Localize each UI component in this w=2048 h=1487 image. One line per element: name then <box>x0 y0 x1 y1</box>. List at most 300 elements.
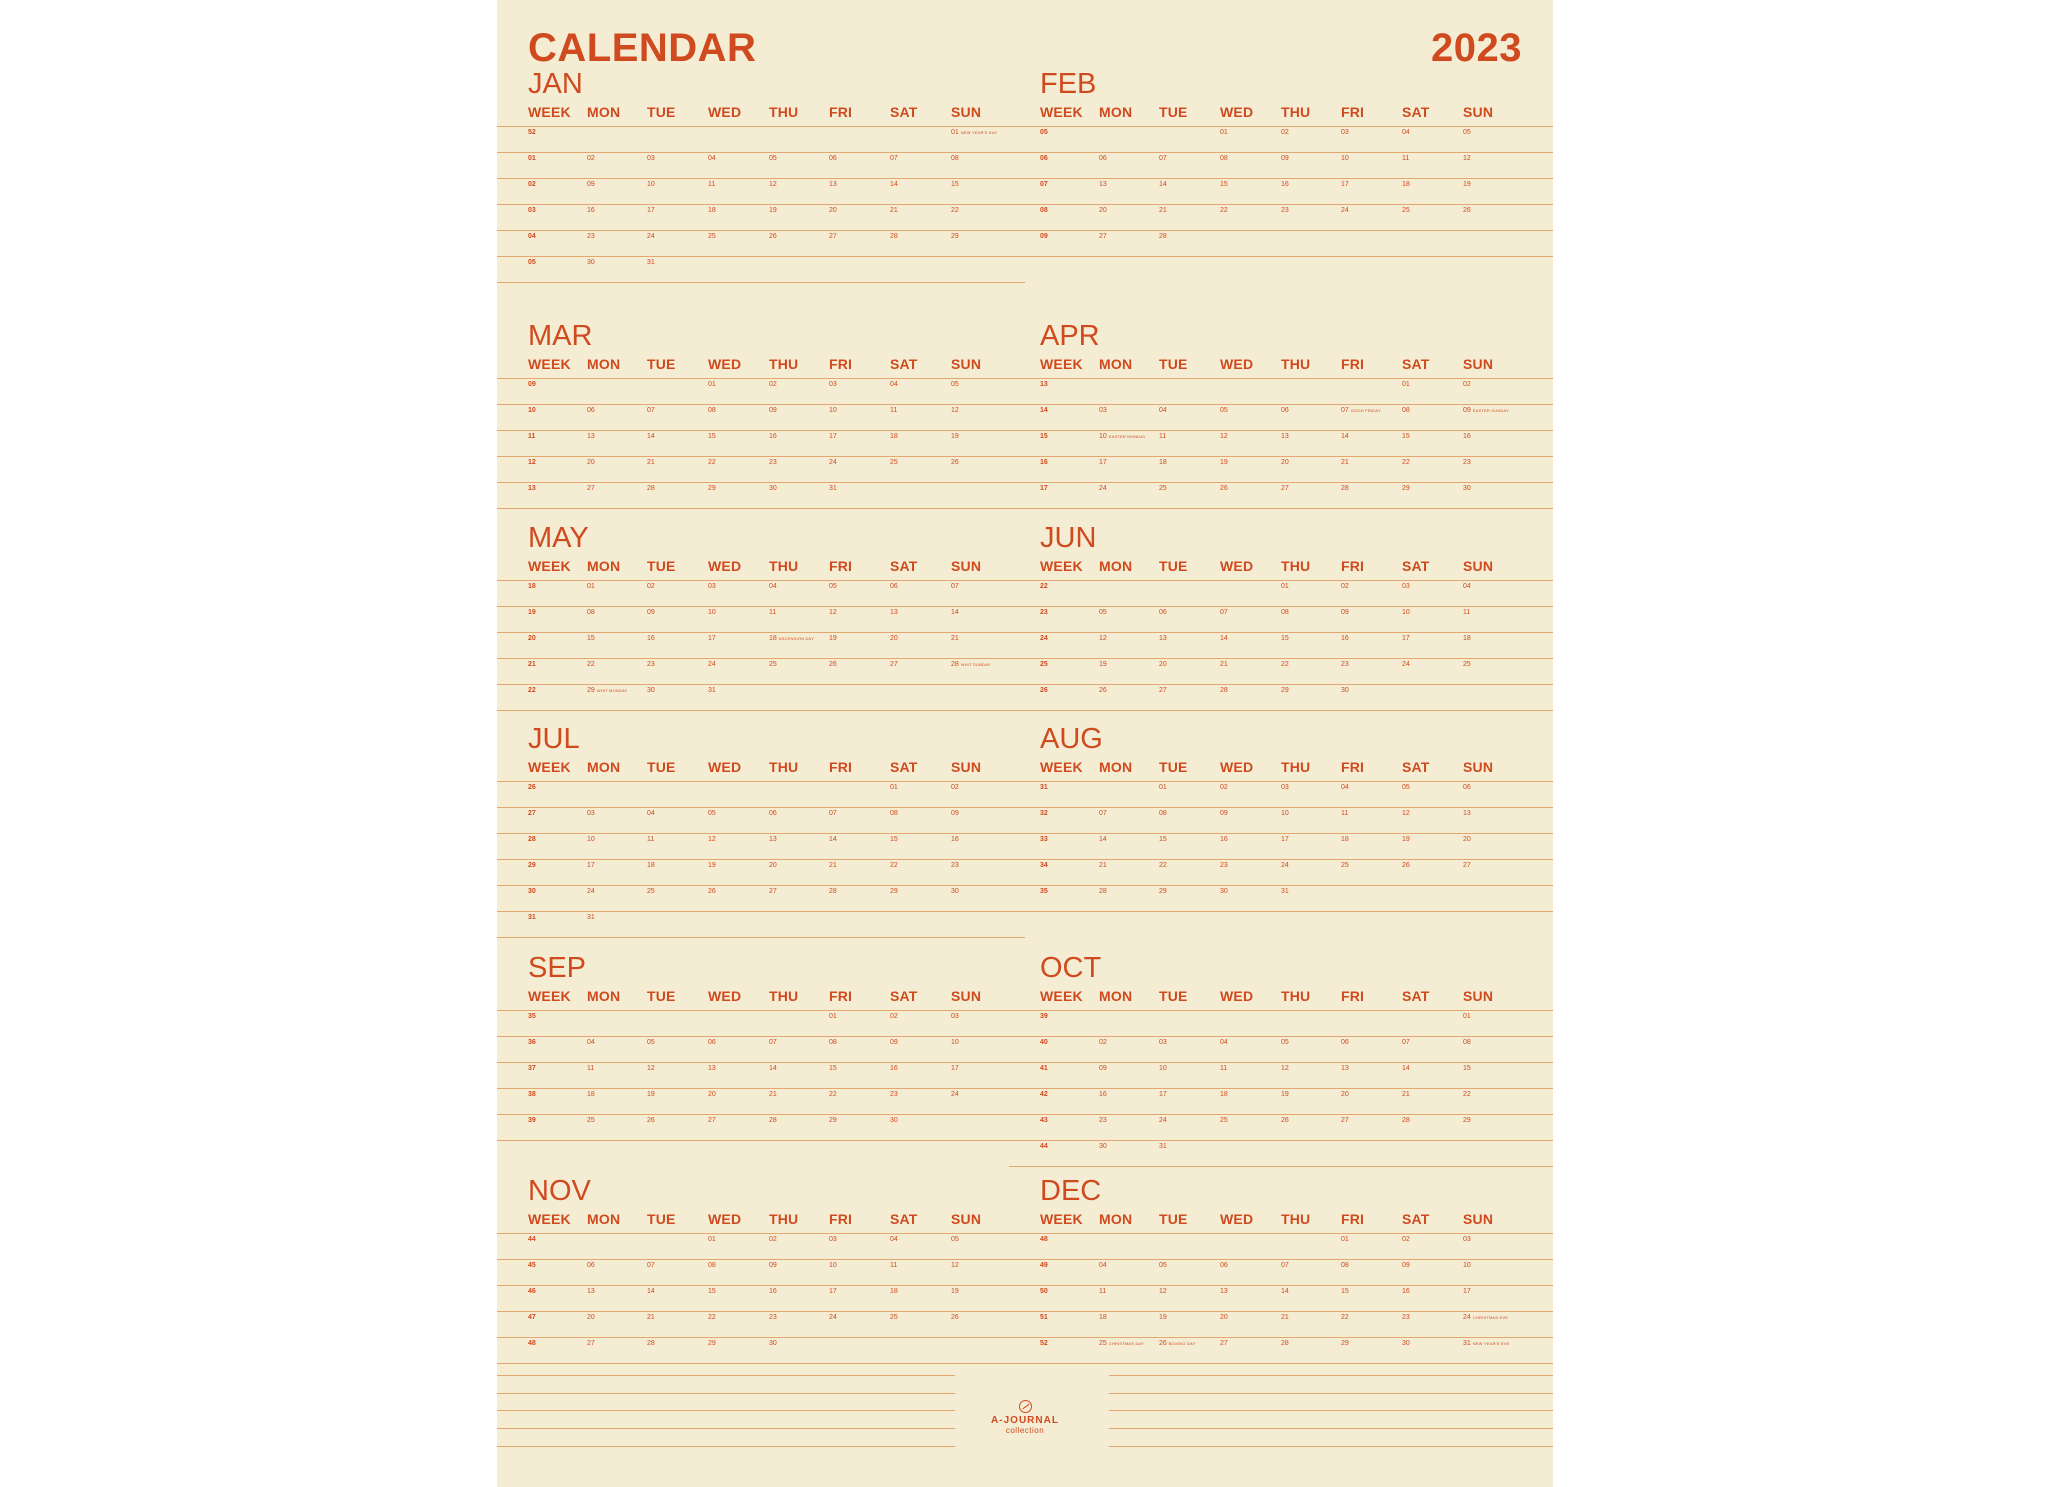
day-number: 19 <box>769 207 777 214</box>
day-number: 12 <box>769 181 777 188</box>
weekday-label: SUN <box>1463 988 1494 1004</box>
week-row <box>497 1011 1025 1037</box>
day-number: 31 <box>829 485 837 492</box>
day-cell <box>1099 1117 1107 1124</box>
day-number: 03 <box>1402 583 1410 590</box>
brand-block <box>969 1400 1081 1435</box>
day-number: 01 <box>1463 1013 1471 1020</box>
day-cell <box>647 1340 655 1347</box>
day-cell <box>1463 1091 1471 1098</box>
day-cell <box>647 862 655 869</box>
day-number: 12 <box>1281 1065 1289 1072</box>
day-number: 08 <box>708 407 716 414</box>
day-number: 08 <box>1341 1262 1349 1269</box>
day-cell <box>647 836 654 843</box>
week-number: 44 <box>528 1236 536 1243</box>
week-number: 13 <box>1040 381 1048 388</box>
weekday-label: THU <box>769 356 799 372</box>
day-number: 25 <box>1099 1340 1107 1347</box>
weekday-header <box>528 759 1025 779</box>
day-number: 26 <box>1463 207 1471 214</box>
holiday-label: ASCENSION DAY <box>778 636 814 641</box>
day-cell <box>1159 459 1167 466</box>
day-number: 15 <box>1402 433 1410 440</box>
day-number: 03 <box>829 1236 837 1243</box>
week-number: 31 <box>528 914 536 921</box>
day-cell <box>1220 155 1228 162</box>
day-cell <box>1159 1288 1167 1295</box>
week-row <box>1009 834 1553 860</box>
day-number: 08 <box>587 609 595 616</box>
day-cell <box>1159 836 1167 843</box>
weekday-label: WEEK <box>1040 988 1083 1004</box>
week-row <box>497 1260 1025 1286</box>
day-cell <box>587 888 595 895</box>
week-row <box>497 379 1025 405</box>
week-number: 50 <box>1040 1288 1048 1295</box>
week-row <box>1009 607 1553 633</box>
day-cell <box>708 1065 716 1072</box>
weekday-label: THU <box>769 558 799 574</box>
week-row <box>1009 127 1553 153</box>
day-number: 17 <box>587 862 595 869</box>
day-cell <box>890 1288 898 1295</box>
day-cell <box>1099 862 1107 869</box>
day-cell <box>1463 1340 1509 1347</box>
weekday-label: MON <box>587 759 621 775</box>
day-number: 05 <box>951 1236 959 1243</box>
day-number: 15 <box>708 1288 716 1295</box>
day-cell <box>829 635 837 642</box>
week-row <box>1009 633 1553 659</box>
day-cell <box>829 407 837 414</box>
weekday-label: MON <box>587 988 621 1004</box>
weekday-label: FRI <box>829 759 853 775</box>
day-number: 30 <box>647 687 655 694</box>
day-cell <box>890 810 898 817</box>
day-cell <box>587 687 628 694</box>
day-number: 02 <box>1281 129 1289 136</box>
day-cell <box>1463 207 1471 214</box>
day-cell <box>769 233 777 240</box>
day-cell <box>890 1065 898 1072</box>
day-cell <box>829 1039 837 1046</box>
day-cell <box>1220 784 1228 791</box>
day-cell <box>1341 1314 1349 1321</box>
day-number: 25 <box>769 661 777 668</box>
day-number: 11 <box>1099 1288 1107 1295</box>
week-number: 41 <box>1040 1065 1048 1072</box>
day-number: 18 <box>708 207 716 214</box>
weekday-label: WED <box>1220 356 1254 372</box>
day-number: 24 <box>587 888 595 895</box>
week-row <box>497 1234 1025 1260</box>
day-cell <box>1402 1117 1410 1124</box>
day-cell <box>708 459 716 466</box>
day-number: 13 <box>1159 635 1167 642</box>
day-cell <box>829 1117 837 1124</box>
day-number: 22 <box>1341 1314 1349 1321</box>
day-number: 19 <box>647 1091 655 1098</box>
day-cell <box>1159 181 1167 188</box>
weekday-label: MON <box>587 1211 621 1227</box>
weekday-label: TUE <box>1159 759 1188 775</box>
day-number: 27 <box>1341 1117 1349 1124</box>
week-number: 37 <box>528 1065 536 1072</box>
rule-line <box>1009 710 1553 711</box>
week-number: 39 <box>1040 1013 1048 1020</box>
day-cell <box>708 1117 716 1124</box>
weekday-label: THU <box>1281 104 1311 120</box>
day-number: 15 <box>829 1065 837 1072</box>
day-number: 07 <box>769 1039 777 1046</box>
day-number: 04 <box>708 155 716 162</box>
weekday-label: SAT <box>890 558 918 574</box>
day-cell <box>647 181 655 188</box>
day-cell <box>647 485 655 492</box>
day-number: 10 <box>1463 1262 1471 1269</box>
week-number: 22 <box>1040 583 1048 590</box>
day-cell <box>951 784 959 791</box>
calendar-title: CALENDAR <box>528 26 757 70</box>
day-number: 22 <box>829 1091 837 1098</box>
rule-line <box>497 710 1025 711</box>
day-number: 17 <box>1341 181 1349 188</box>
day-cell <box>1402 1314 1410 1321</box>
weekday-label: FRI <box>829 1211 853 1227</box>
day-cell <box>1341 1288 1349 1295</box>
day-number: 15 <box>1341 1288 1349 1295</box>
day-number: 16 <box>890 1065 898 1072</box>
day-number: 06 <box>1341 1039 1349 1046</box>
day-number: 24 <box>829 1314 837 1321</box>
day-cell <box>587 1039 595 1046</box>
day-number: 03 <box>647 155 655 162</box>
day-cell <box>587 661 595 668</box>
day-cell <box>951 583 959 590</box>
day-number: 06 <box>1220 1262 1228 1269</box>
day-cell <box>951 233 959 240</box>
day-cell <box>1341 583 1349 590</box>
day-cell <box>587 1065 594 1072</box>
day-number: 06 <box>769 810 777 817</box>
day-cell <box>1159 1340 1195 1347</box>
day-number: 28 <box>951 661 959 668</box>
day-number: 20 <box>1099 207 1107 214</box>
day-number: 23 <box>1463 459 1471 466</box>
day-number: 01 <box>1159 784 1167 791</box>
day-cell <box>708 810 716 817</box>
day-number: 25 <box>890 459 898 466</box>
day-cell <box>1341 784 1349 791</box>
day-number: 03 <box>829 381 837 388</box>
week-number: 08 <box>1040 207 1048 214</box>
week-row <box>1009 205 1553 231</box>
day-number: 03 <box>1099 407 1107 414</box>
day-number: 01 <box>708 1236 716 1243</box>
week-number: 43 <box>1040 1117 1048 1124</box>
day-number: 06 <box>829 155 837 162</box>
day-number: 05 <box>1159 1262 1167 1269</box>
day-cell <box>829 609 837 616</box>
day-cell <box>829 155 837 162</box>
day-number: 14 <box>1099 836 1107 843</box>
day-number: 20 <box>587 1314 595 1321</box>
day-number: 09 <box>1402 1262 1410 1269</box>
week-number: 35 <box>1040 888 1048 895</box>
day-number: 08 <box>1159 810 1167 817</box>
day-number: 22 <box>1463 1091 1471 1098</box>
day-cell <box>951 381 959 388</box>
day-number: 18 <box>1463 635 1471 642</box>
day-number: 25 <box>1341 862 1349 869</box>
week-row <box>497 912 1025 938</box>
day-cell <box>1463 485 1471 492</box>
day-cell <box>1281 1039 1289 1046</box>
weekday-label: WED <box>1220 104 1254 120</box>
weekday-label: WEEK <box>1040 558 1083 574</box>
day-number: 06 <box>890 583 898 590</box>
week-row <box>497 205 1025 231</box>
day-cell <box>708 1262 716 1269</box>
week-number: 07 <box>1040 181 1048 188</box>
day-cell <box>587 1288 595 1295</box>
day-number: 04 <box>1341 784 1349 791</box>
day-number: 01 <box>708 381 716 388</box>
day-cell <box>890 1013 898 1020</box>
day-cell <box>951 459 959 466</box>
weekday-label: WED <box>708 104 742 120</box>
day-number: 02 <box>1402 1236 1410 1243</box>
day-cell <box>890 583 898 590</box>
day-number: 01 <box>1220 129 1228 136</box>
day-cell <box>1281 181 1289 188</box>
day-number: 16 <box>1341 635 1349 642</box>
weekday-label: FRI <box>1341 759 1365 775</box>
rule-line <box>1009 508 1553 509</box>
day-number: 18 <box>1159 459 1167 466</box>
weekday-label: MON <box>587 356 621 372</box>
day-cell <box>951 129 997 136</box>
day-number: 11 <box>1159 433 1167 440</box>
day-number: 06 <box>587 1262 595 1269</box>
weekday-label: MON <box>1099 104 1133 120</box>
day-cell <box>1099 1314 1107 1321</box>
day-number: 07 <box>647 407 655 414</box>
week-number: 11 <box>528 433 536 440</box>
day-cell <box>1099 661 1107 668</box>
week-number: 51 <box>1040 1314 1048 1321</box>
day-number: 01 <box>890 784 898 791</box>
day-number: 22 <box>1281 661 1289 668</box>
day-cell <box>769 810 777 817</box>
day-number: 17 <box>1099 459 1107 466</box>
notes-line <box>1109 1428 1553 1429</box>
day-number: 28 <box>1099 888 1107 895</box>
month-name: JAN <box>528 68 583 100</box>
day-cell <box>1341 1091 1349 1098</box>
day-number: 22 <box>1220 207 1228 214</box>
day-number: 24 <box>1281 862 1289 869</box>
week-number: 47 <box>528 1314 536 1321</box>
day-cell <box>1463 1236 1471 1243</box>
holiday-label: EASTER SUNDAY <box>1472 408 1509 413</box>
day-cell <box>1281 1117 1289 1124</box>
day-cell <box>1341 1117 1349 1124</box>
day-cell <box>1159 1314 1167 1321</box>
day-number: 08 <box>890 810 898 817</box>
day-cell <box>1099 181 1107 188</box>
day-number: 18 <box>1402 181 1410 188</box>
day-number: 28 <box>1341 485 1349 492</box>
day-cell <box>890 1117 898 1124</box>
day-cell <box>1099 155 1107 162</box>
day-number: 05 <box>708 810 716 817</box>
day-cell <box>708 155 716 162</box>
holiday-label: CHRISTMAS EVE <box>1472 1315 1509 1320</box>
day-number: 07 <box>829 810 837 817</box>
day-cell <box>647 1262 655 1269</box>
weekday-label: WED <box>1220 558 1254 574</box>
day-cell <box>1220 181 1228 188</box>
day-cell <box>647 155 655 162</box>
day-number: 10 <box>1099 433 1107 440</box>
day-number: 24 <box>708 661 716 668</box>
day-cell <box>1402 407 1410 414</box>
day-cell <box>708 583 716 590</box>
day-number: 23 <box>647 661 655 668</box>
day-number: 04 <box>769 583 777 590</box>
day-number: 12 <box>1220 433 1228 440</box>
day-cell <box>1341 609 1349 616</box>
day-cell <box>1463 583 1471 590</box>
day-cell <box>1341 181 1349 188</box>
day-cell <box>951 1065 959 1072</box>
week-number: 52 <box>528 129 536 136</box>
day-number: 17 <box>1159 1091 1167 1098</box>
day-cell <box>769 155 777 162</box>
day-cell <box>1281 1065 1289 1072</box>
day-number: 21 <box>1099 862 1107 869</box>
day-number: 19 <box>708 862 716 869</box>
day-number: 01 <box>1402 381 1410 388</box>
week-row <box>497 231 1025 257</box>
day-cell <box>1281 784 1289 791</box>
day-cell <box>1463 862 1471 869</box>
day-number: 07 <box>1220 609 1228 616</box>
day-cell <box>1402 609 1410 616</box>
day-cell <box>890 888 898 895</box>
day-cell <box>1099 888 1107 895</box>
week-number: 12 <box>528 459 536 466</box>
day-number: 19 <box>1463 181 1471 188</box>
day-cell <box>1402 1091 1410 1098</box>
week-row <box>497 834 1025 860</box>
day-number: 27 <box>587 485 595 492</box>
holiday-label: WHIT SUNDAY <box>960 662 991 667</box>
day-number: 06 <box>1463 784 1471 791</box>
day-number: 25 <box>587 1117 595 1124</box>
day-cell <box>1281 1288 1289 1295</box>
day-number: 12 <box>1402 810 1410 817</box>
day-number: 02 <box>890 1013 898 1020</box>
day-cell <box>1463 810 1471 817</box>
day-cell <box>1159 1065 1167 1072</box>
day-cell <box>1159 233 1167 240</box>
day-number: 11 <box>1341 810 1349 817</box>
week-row <box>497 431 1025 457</box>
day-number: 12 <box>951 407 959 414</box>
day-number: 11 <box>890 1262 898 1269</box>
rule-line <box>1009 1363 1553 1364</box>
day-cell <box>769 1340 777 1347</box>
day-cell <box>829 233 837 240</box>
day-cell <box>829 485 837 492</box>
day-number: 03 <box>1281 784 1289 791</box>
day-cell <box>769 459 777 466</box>
day-number: 27 <box>1281 485 1289 492</box>
weekday-label: SUN <box>951 356 982 372</box>
day-number: 21 <box>1402 1091 1410 1098</box>
weekday-label: MON <box>587 558 621 574</box>
weekday-label: SUN <box>951 988 982 1004</box>
day-number: 26 <box>1159 1340 1167 1347</box>
day-cell <box>890 836 898 843</box>
holiday-label: NEW YEAR'S EVE <box>1472 1341 1510 1346</box>
day-cell <box>587 155 595 162</box>
day-cell <box>951 862 959 869</box>
day-cell <box>951 155 959 162</box>
day-cell <box>769 485 777 492</box>
week-number: 28 <box>528 836 536 843</box>
week-number: 16 <box>1040 459 1048 466</box>
day-cell <box>890 181 898 188</box>
month-name: JUN <box>1040 522 1097 554</box>
a-journal-logo-icon <box>1019 1400 1032 1413</box>
day-cell <box>1402 181 1410 188</box>
day-cell <box>1281 433 1289 440</box>
day-number: 24 <box>1341 207 1349 214</box>
day-number: 16 <box>1402 1288 1410 1295</box>
day-cell <box>769 862 777 869</box>
day-cell <box>1402 485 1410 492</box>
day-number: 11 <box>890 407 898 414</box>
month-name: JUL <box>528 723 580 755</box>
day-cell <box>1220 661 1228 668</box>
day-number: 03 <box>1463 1236 1471 1243</box>
day-cell <box>769 609 776 616</box>
day-number: 29 <box>1341 1340 1349 1347</box>
week-row <box>1009 886 1553 912</box>
week-number: 42 <box>1040 1091 1048 1098</box>
day-cell <box>1159 1039 1167 1046</box>
day-number: 30 <box>587 259 595 266</box>
day-number: 13 <box>1463 810 1471 817</box>
day-number: 07 <box>890 155 898 162</box>
day-cell <box>1463 609 1470 616</box>
weekday-header <box>1040 558 1553 578</box>
weekday-label: SUN <box>1463 104 1494 120</box>
weekday-label: MON <box>587 104 621 120</box>
day-number: 23 <box>769 459 777 466</box>
weekday-label: TUE <box>647 759 676 775</box>
holiday-label: CHRISTMAS DAY <box>1108 1341 1144 1346</box>
day-cell <box>1341 836 1349 843</box>
day-number: 05 <box>829 583 837 590</box>
weekday-label: MON <box>1099 356 1133 372</box>
day-number: 30 <box>769 1340 777 1347</box>
weekday-label: FRI <box>829 558 853 574</box>
